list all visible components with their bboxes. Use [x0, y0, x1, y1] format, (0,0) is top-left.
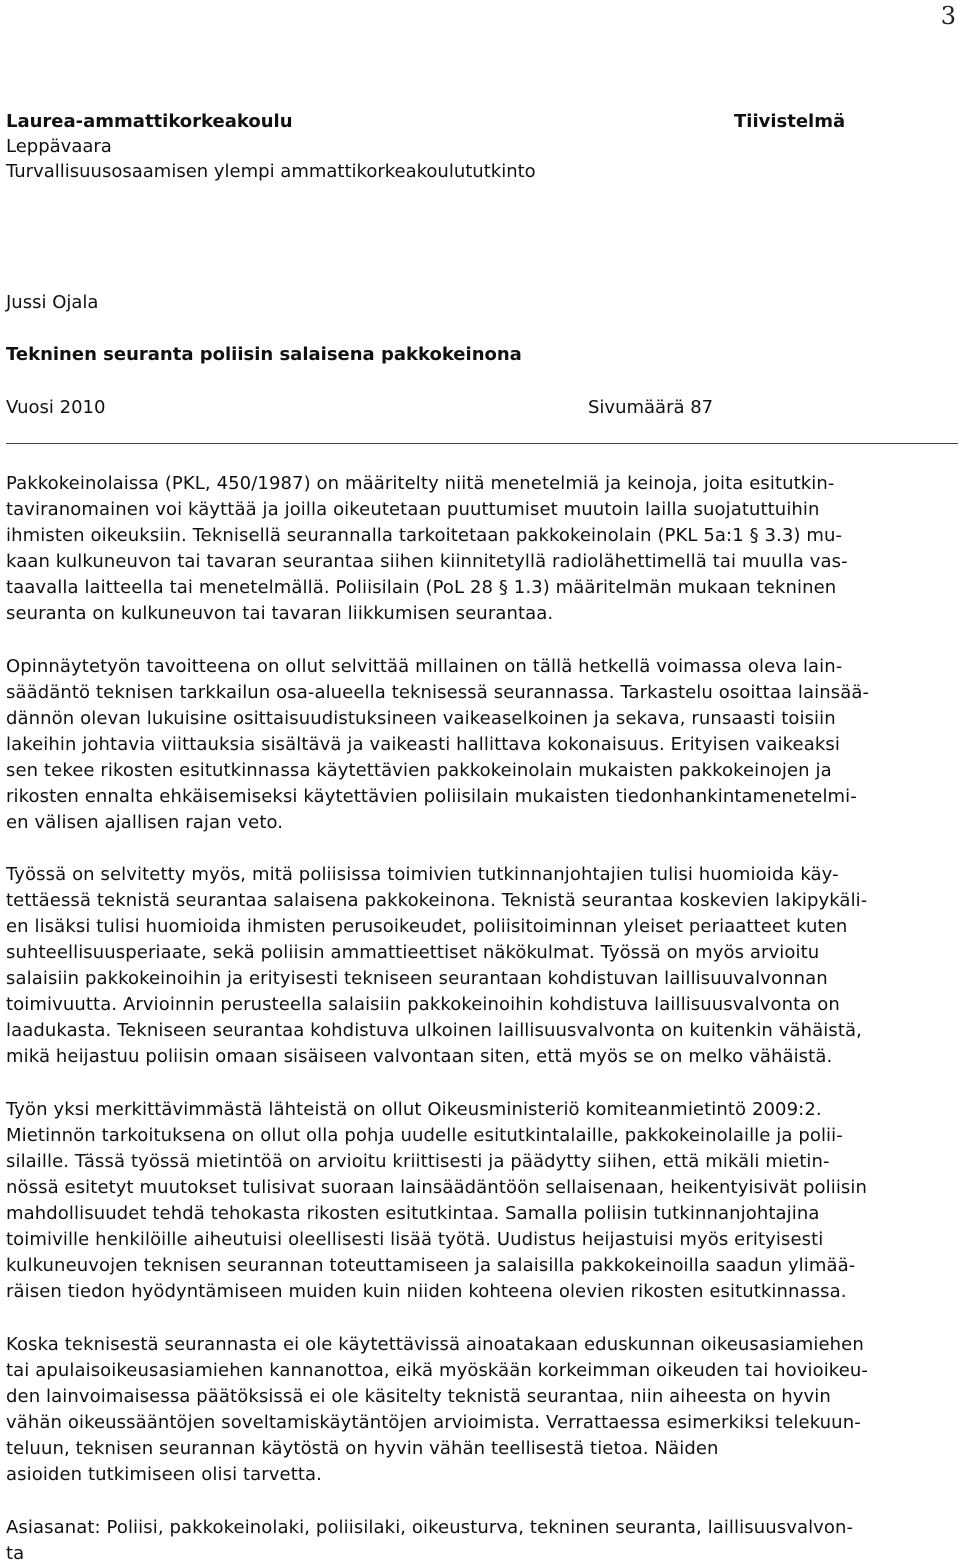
campus-name: Leppävaara [6, 136, 112, 157]
page-count-label: Sivumäärä 87 [588, 397, 714, 418]
text-line: Pakkokeinolaissa (PKL, 450/1987) on määritelty niitä menetelmiä ja keinoja, joita esitutkin- [6, 473, 835, 494]
text-line: seuranta on kulkuneuvon tai tavaran liikkumisen seurantaa. [6, 603, 554, 624]
text-line: rikosten ennalta ehkäisemiseksi käytettävien poliisilain mukaisten tiedonhankintamenetelmi- [6, 786, 857, 807]
text-line: den lainvoimaisessa päätöksissä ei ole käsitelty teknistä seurantaa, niin aiheesta on hyvin [6, 1386, 831, 1407]
text-line: vähän oikeussääntöjen soveltamiskäytäntöjen arvioimista. Verrattaessa esimerkiksi telekuun- [6, 1412, 861, 1433]
text-line: salaisiin pakkokeinoihin ja erityisesti tekniseen seurantaan kohdistuvan laillisuuvalvonnan [6, 968, 828, 989]
thesis-title: Tekninen seuranta poliisin salaisena pakkokeinona [6, 344, 522, 365]
abstract-paragraph [6, 471, 950, 627]
header-divider [6, 443, 958, 444]
text-line: laadukasta. Tekniseen seurantaa kohdistuva ulkoinen laillisuusvalvonta on kuitenkin vähäistä, [6, 1020, 862, 1041]
degree-name: Turvallisuusosaamisen ylempi ammattikorkeakoulututkinto [6, 161, 536, 182]
abstract-paragraph [6, 1332, 950, 1488]
text-line: säädäntö teknisen tarkkailun osa-alueella teknisessä seurannassa. Tarkastelu osoittaa lainsää- [6, 682, 870, 703]
text-line: lakeihin johtavia viittauksia sisältävä ja vaikeasti hallittava kokonaisuus. Erityisen vaikeaksi [6, 734, 840, 755]
abstract-paragraph [6, 1097, 950, 1305]
keywords [6, 1515, 950, 1567]
text-line: teluun, teknisen seurannan käytöstä on hyvin vähän teellisestä tietoa. Näiden [6, 1438, 719, 1459]
page-number: 3 [940, 2, 956, 30]
text-line: suhteellisuusperiaate, sekä poliisin ammattieettiset näkökulmat. Työssä on myös arvioitu [6, 942, 820, 963]
text-line: Työn yksi merkittävimmästä lähteistä on ollut Oikeusministeriö komiteanmietintö 2009:2. [6, 1099, 822, 1120]
text-line: en välisen ajallisen rajan veto. [6, 812, 284, 833]
text-line: ihmisten oikeuksiin. Teknisellä seurannalla tarkoitetaan pakkokeinolain (PKL 5a:1 § 3.3) mu- [6, 525, 843, 546]
text-line: räisen tiedon hyödyntämiseen muiden kuin niiden kohteena olevien rikosten esitutkinnassa. [6, 1281, 847, 1302]
text-line: dännön olevan lukuisine osittaisuudistuksineen vaikeaselkoinen ja sekava, runsaasti toisiin [6, 708, 836, 729]
abstract-paragraph [6, 654, 950, 836]
text-line: taviranomainen voi käyttää ja joilla oikeutetaan puuttumiset muutoin lailla suojatuttuihin [6, 499, 820, 520]
text-line: mahdollisuudet tehdä tehokasta rikosten esitutkintaa. Samalla poliisin tutkinnanjohtajina [6, 1203, 820, 1224]
text-line: Opinnäytetyön tavoitteena on ollut selvittää millainen on tällä hetkellä voimassa oleva lain- [6, 656, 843, 677]
text-line: kulkuneuvojen teknisen seurannan toteuttamiseen ja salaisilla pakkokeinoilla saadun ylimää- [6, 1255, 856, 1276]
document-type-label: Tiivistelmä [734, 111, 846, 132]
text-line: ta [6, 1543, 25, 1564]
text-line: toimiville henkilöille aiheutuisi oleellisesti lisää työtä. Uudistus heijastuisi myös erityisesti [6, 1229, 824, 1250]
year-label: Vuosi 2010 [6, 397, 106, 418]
text-line: taavalla laitteella tai menetelmällä. Poliisilain (PoL 28 § 1.3) määritelmän mukaan tekninen [6, 577, 837, 598]
text-line: Asiasanat: Poliisi, pakkokeinolaki, poliisilaki, oikeusturva, tekninen seuranta, laillisuusvalvon- [6, 1517, 854, 1538]
author-name: Jussi Ojala [6, 292, 99, 313]
text-line: sen tekee rikosten esitutkinnassa käytettävien pakkokeinolain mukaisten pakkokeinojen ja [6, 760, 832, 781]
text-line: Mietinnön tarkoituksena on ollut olla pohja uudelle esitutkintalaille, pakkokeinolaille ja polii- [6, 1125, 843, 1146]
text-line: Koska teknisestä seurannasta ei ole käytettävissä ainoatakaan eduskunnan oikeusasiamiehen [6, 1334, 864, 1355]
text-line: asioiden tutkimiseen olisi tarvetta. [6, 1464, 322, 1485]
text-line: en lisäksi tulisi huomioida ihmisten perusoikeudet, poliisitoiminnan yleiset periaatteet kuten [6, 916, 848, 937]
text-line: nössä esitetyt muutokset tulisivat suoraan lainsäädäntöön sellaisenaan, heikentyisivät poliisin [6, 1177, 868, 1198]
text-line: silaille. Tässä työssä mietintöä on arvioitu kriittisesti ja päädytty siihen, että mikäli mietin- [6, 1151, 830, 1172]
text-line: kaan kulkuneuvon tai tavaran seurantaa siihen kiinnitetyllä radiolähettimellä tai muulla vas- [6, 551, 848, 572]
text-line: Työssä on selvitetty myös, mitä poliisissa toimivien tutkinnanjohtajien tulisi huomioida käy- [6, 864, 839, 885]
institution-name: Laurea-ammattikorkeakoulu [6, 111, 293, 132]
text-line: tettäessä teknistä seurantaa salaisena pakkokeinona. Teknistä seurantaa koskevien lakipykäli- [6, 890, 868, 911]
abstract-paragraph [6, 862, 950, 1070]
text-line: toimivuutta. Arvioinnin perusteella salaisiin pakkokeinoihin kohdistuva laillisuusvalvonta on [6, 994, 840, 1015]
text-line: tai apulaisoikeusasiamiehen kannanottoa, eikä myöskään korkeimman oikeuden tai hovioikeu- [6, 1360, 868, 1381]
text-line: mikä heijastuu poliisin omaan sisäiseen valvontaan siten, että myös se on melko vähäistä. [6, 1046, 833, 1067]
